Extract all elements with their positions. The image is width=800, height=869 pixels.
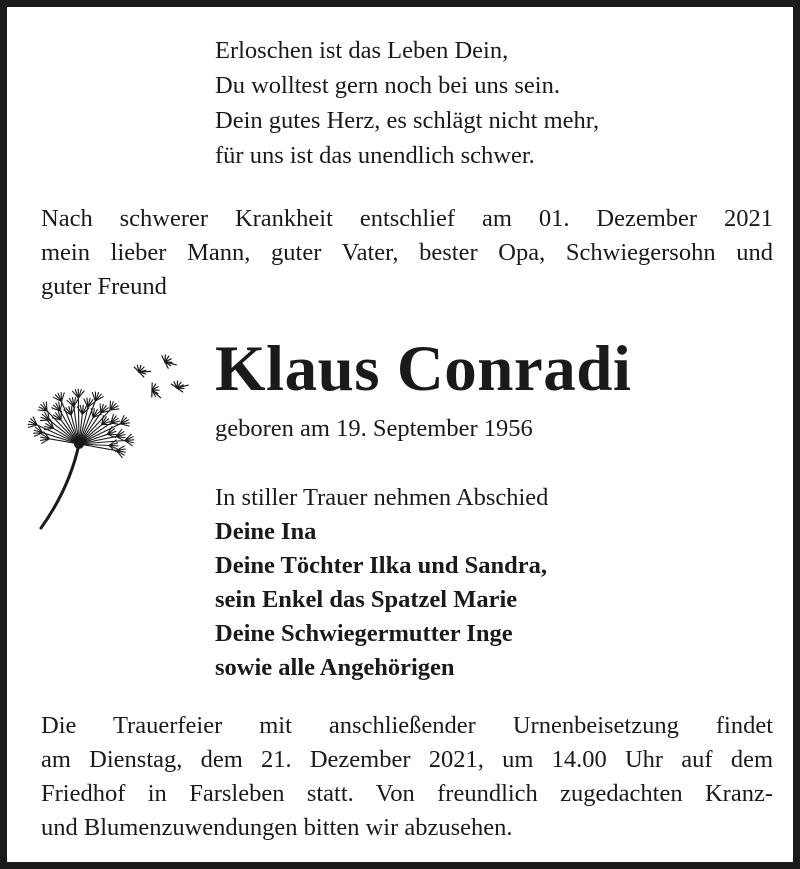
- intro-line: guter Freund: [41, 273, 167, 300]
- mourner-name: Deine Schwiegermutter Inge: [215, 620, 513, 647]
- service-line: am Dienstag, dem 21. Dezember 2021, um 14.00 Uhr auf dem: [41, 746, 773, 773]
- poem-line: Du wolltest gern noch bei uns sein.: [215, 72, 560, 99]
- service-text: [41, 709, 773, 845]
- deceased-name: Klaus Conradi: [215, 333, 632, 405]
- birth-date: geboren am 19. September 1956: [215, 415, 533, 442]
- service-line: Friedhof in Farsleben statt. Von freundlich zugedachten Kranz-: [41, 780, 773, 807]
- mourners-block: [215, 481, 548, 685]
- mourner-name: sein Enkel das Spatzel Marie: [215, 586, 518, 613]
- intro-line: Nach schwerer Krankheit entschlief am 01. Dezember 2021: [41, 205, 773, 232]
- mourner-name: sowie alle Angehörigen: [215, 654, 455, 681]
- poem-line: Dein gutes Herz, es schlägt nicht mehr,: [215, 107, 600, 134]
- intro-line: mein lieber Mann, guter Vater, bester Opa, Schwiegersohn und: [41, 239, 773, 266]
- mourner-name: Deine Ina: [215, 518, 317, 545]
- service-line: und Blumenzuwendungen bitten wir abzusehen.: [41, 814, 513, 841]
- dandelion-icon: [27, 332, 197, 537]
- mourner-name: Deine Töchter Ilka und Sandra,: [215, 552, 547, 579]
- poem-line: Erloschen ist das Leben Dein,: [215, 37, 509, 64]
- poem-line: für uns ist das unendlich schwer.: [215, 142, 535, 169]
- intro-text: [41, 202, 773, 304]
- mourners-heading: In stiller Trauer nehmen Abschied: [215, 484, 549, 511]
- poem: [215, 33, 599, 173]
- service-line: Die Trauerfeier mit anschließender Urnenbeisetzung findet: [41, 712, 773, 739]
